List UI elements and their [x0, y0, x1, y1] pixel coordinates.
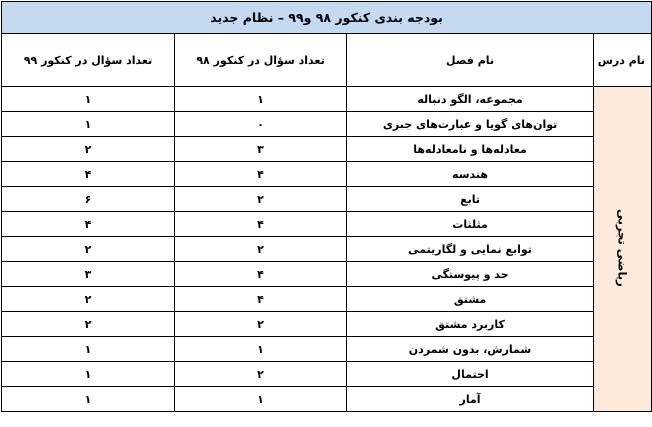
- table-row: [2, 162, 652, 187]
- count-99: ۱: [2, 87, 175, 112]
- count-98: ۳: [175, 137, 347, 162]
- count-99: ۲: [2, 237, 175, 262]
- count-99: ۱: [2, 112, 175, 137]
- count-99: ۲: [2, 137, 175, 162]
- count-99: ۱: [2, 362, 175, 387]
- chapter-name: مجموعه، الگو دنباله: [347, 87, 594, 112]
- table-row: [2, 337, 652, 362]
- table-row: [2, 212, 652, 237]
- table-row: [2, 287, 652, 312]
- table-row: [2, 387, 652, 412]
- count-98: ۰: [175, 112, 347, 137]
- header-chapter: نام فصل: [347, 34, 594, 87]
- count-98: ۴: [175, 262, 347, 287]
- chapter-name: مثلثات: [347, 212, 594, 237]
- header-count-99: تعداد سؤال در کنکور ۹۹: [2, 34, 175, 87]
- count-98: ۱: [175, 337, 347, 362]
- subject-cell: [594, 87, 652, 412]
- chapter-name: کاربرد مشتق: [347, 312, 594, 337]
- count-98: ۴: [175, 287, 347, 312]
- count-98: ۱: [175, 387, 347, 412]
- count-99: ۴: [2, 212, 175, 237]
- header-count-98: تعداد سؤال در کنکور ۹۸: [175, 34, 347, 87]
- count-99: ۳: [2, 262, 175, 287]
- table-row: [2, 112, 652, 137]
- table-title: بودجه بندی کنکور ۹۸ و۹۹ – نظام جدید: [2, 2, 652, 34]
- table-row: [2, 262, 652, 287]
- chapter-name: آمار: [347, 387, 594, 412]
- chapter-name: معادله‌ها و نامعادله‌ها: [347, 137, 594, 162]
- count-99: ۲: [2, 312, 175, 337]
- table-row: [2, 187, 652, 212]
- count-98: ۴: [175, 162, 347, 187]
- table-body: [2, 2, 652, 412]
- subject-label: ریاضی تجربی: [615, 208, 630, 287]
- header-subject: نام درس: [594, 34, 652, 87]
- count-98: ۲: [175, 237, 347, 262]
- count-99: ۱: [2, 337, 175, 362]
- count-99: ۶: [2, 187, 175, 212]
- chapter-name: شمارش، بدون شمردن: [347, 337, 594, 362]
- chapter-name: هندسه: [347, 162, 594, 187]
- chapter-name: توابع نمایی و لگاریتمی: [347, 237, 594, 262]
- table-row: [2, 87, 652, 112]
- count-98: ۲: [175, 362, 347, 387]
- count-99: ۲: [2, 287, 175, 312]
- table-row: [2, 362, 652, 387]
- chapter-name: حد و پیوستگی: [347, 262, 594, 287]
- count-98: ۴: [175, 212, 347, 237]
- count-99: ۱: [2, 387, 175, 412]
- chapter-name: تابع: [347, 187, 594, 212]
- count-98: ۲: [175, 312, 347, 337]
- count-98: ۱: [175, 87, 347, 112]
- count-99: ۴: [2, 162, 175, 187]
- table-row: [2, 237, 652, 262]
- chapter-name: مشتق: [347, 287, 594, 312]
- header-row: [2, 34, 652, 87]
- budget-table: [1, 1, 652, 412]
- title-row: [2, 2, 652, 34]
- chapter-name: احتمال: [347, 362, 594, 387]
- table-row: [2, 312, 652, 337]
- count-98: ۲: [175, 187, 347, 212]
- chapter-name: توان‌های گویا و عبارت‌های جبری: [347, 112, 594, 137]
- table-row: [2, 137, 652, 162]
